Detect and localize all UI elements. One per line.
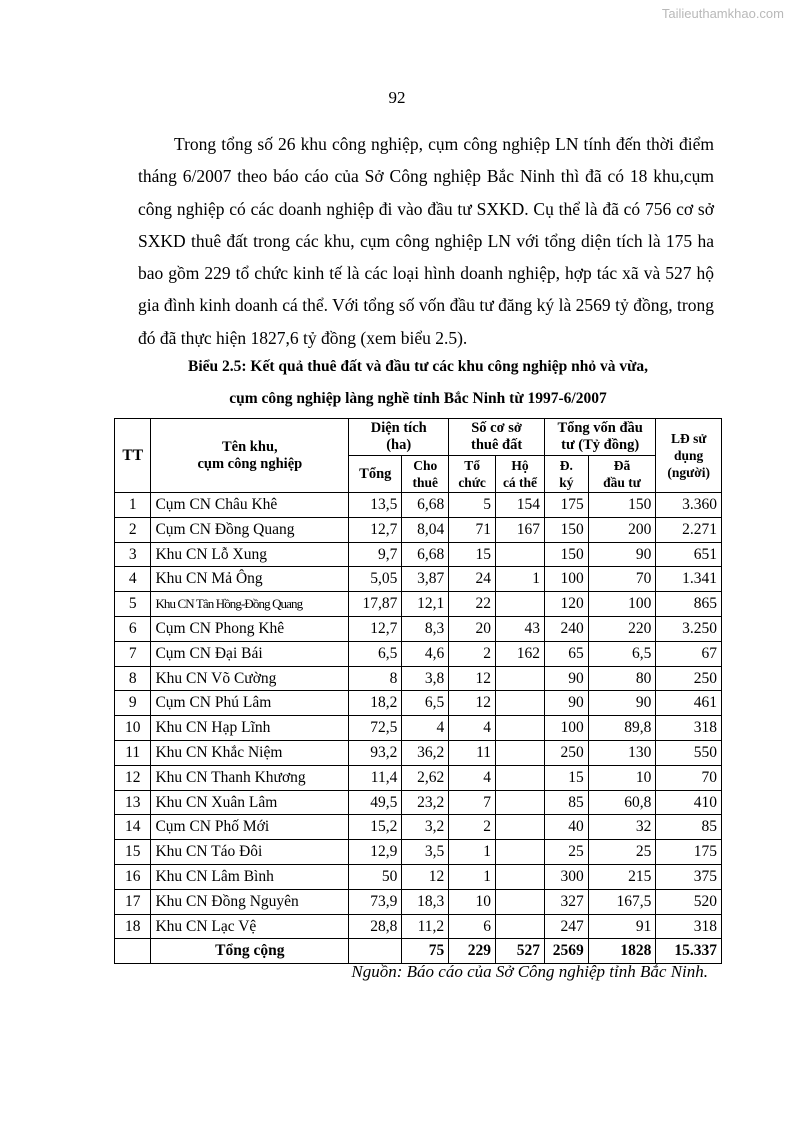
cell-household — [496, 666, 545, 691]
cell-name: Cụm CN Phong Khê — [151, 616, 349, 641]
cell-rent: 6,68 — [402, 542, 449, 567]
header-labor — [656, 419, 722, 493]
header-area-total: Tổng — [349, 456, 402, 493]
cell-tt: 1 — [115, 493, 151, 518]
table-row — [115, 691, 722, 716]
header-capital — [544, 419, 655, 456]
cell-labor: 318 — [656, 914, 722, 939]
cell-invested: 6,5 — [588, 641, 656, 666]
cell-org: 12 — [449, 691, 496, 716]
header-household-line-1: Hộ — [511, 458, 529, 473]
cell-rent: 23,2 — [402, 790, 449, 815]
header-invested-line-2: đầu tư — [603, 475, 641, 490]
cell-area: 50 — [349, 864, 402, 889]
table-row — [115, 914, 722, 939]
cell-name: Khu CN Xuân Lâm — [151, 790, 349, 815]
total-rent: 75 — [402, 939, 449, 964]
table-caption-line-2: cụm công nghiệp làng nghề tỉnh Bắc Ninh từ 1997-6/2007 — [229, 390, 607, 407]
cell-org: 15 — [449, 542, 496, 567]
header-invested — [588, 456, 656, 493]
cell-org: 11 — [449, 740, 496, 765]
cell-labor: 550 — [656, 740, 722, 765]
cell-rent: 6,5 — [402, 691, 449, 716]
cell-name: Khu CN Khắc Niệm — [151, 740, 349, 765]
cell-registered: 25 — [544, 840, 588, 865]
header-tt: TT — [115, 419, 151, 493]
cell-name: Khu CN Đồng Nguyên — [151, 889, 349, 914]
cell-area: 28,8 — [349, 914, 402, 939]
cell-org: 1 — [449, 840, 496, 865]
header-capital-line-1: Tổng vốn đầu — [557, 420, 643, 436]
cell-registered: 100 — [544, 716, 588, 741]
cell-tt: 13 — [115, 790, 151, 815]
cell-household — [496, 691, 545, 716]
cell-registered: 65 — [544, 641, 588, 666]
cell-tt: 7 — [115, 641, 151, 666]
cell-labor: 318 — [656, 716, 722, 741]
cell-org: 4 — [449, 765, 496, 790]
header-org — [449, 456, 496, 493]
cell-household — [496, 765, 545, 790]
header-area-rent — [402, 456, 449, 493]
cell-labor: 85 — [656, 815, 722, 840]
cell-labor: 651 — [656, 542, 722, 567]
cell-household: 154 — [496, 493, 545, 518]
cell-rent: 2,62 — [402, 765, 449, 790]
cell-registered: 150 — [544, 517, 588, 542]
cell-labor: 375 — [656, 864, 722, 889]
header-registered-line-2: ký — [559, 475, 574, 490]
cell-labor: 2.271 — [656, 517, 722, 542]
table-row — [115, 716, 722, 741]
cell-household — [496, 790, 545, 815]
header-units — [449, 419, 545, 456]
header-units-line-1: Số cơ sở — [471, 420, 522, 436]
cell-household — [496, 592, 545, 617]
cell-invested: 200 — [588, 517, 656, 542]
cell-area: 49,5 — [349, 790, 402, 815]
cell-rent: 12,1 — [402, 592, 449, 617]
header-name — [151, 419, 349, 493]
cell-area: 6,5 — [349, 641, 402, 666]
cell-invested: 91 — [588, 914, 656, 939]
cell-tt: 9 — [115, 691, 151, 716]
cell-area: 12,7 — [349, 517, 402, 542]
cell-labor: 461 — [656, 691, 722, 716]
cell-name: Cụm CN Phố Mới — [151, 815, 349, 840]
cell-org: 6 — [449, 914, 496, 939]
total-household: 527 — [496, 939, 545, 964]
cell-labor: 520 — [656, 889, 722, 914]
cell-rent: 4,6 — [402, 641, 449, 666]
cell-area: 9,7 — [349, 542, 402, 567]
cell-rent: 8,3 — [402, 616, 449, 641]
table-header-row-1 — [115, 419, 722, 456]
cell-rent: 3,2 — [402, 815, 449, 840]
cell-registered: 240 — [544, 616, 588, 641]
cell-registered: 300 — [544, 864, 588, 889]
cell-org: 7 — [449, 790, 496, 815]
cell-invested: 25 — [588, 840, 656, 865]
cell-household — [496, 914, 545, 939]
cell-name: Khu CN Mả Ông — [151, 567, 349, 592]
table-row — [115, 864, 722, 889]
cell-invested: 215 — [588, 864, 656, 889]
total-label: Tổng cộng — [151, 939, 349, 964]
cell-household — [496, 542, 545, 567]
table-row — [115, 740, 722, 765]
cell-registered: 327 — [544, 889, 588, 914]
header-name-line-1: Tên khu, — [222, 438, 278, 455]
header-area-line-2: (ha) — [386, 437, 412, 453]
cell-name: Khu CN Lỗ Xung — [151, 542, 349, 567]
cell-tt: 18 — [115, 914, 151, 939]
cell-invested: 32 — [588, 815, 656, 840]
total-tt — [115, 939, 151, 964]
header-registered — [544, 456, 588, 493]
header-area-rent-line-2: thuê — [412, 475, 439, 490]
header-household — [496, 456, 545, 493]
table-row — [115, 493, 722, 518]
cell-invested: 89,8 — [588, 716, 656, 741]
header-household-line-2: cá thể — [502, 475, 538, 490]
cell-tt: 15 — [115, 840, 151, 865]
cell-tt: 16 — [115, 864, 151, 889]
header-registered-line-1: Đ. — [559, 458, 573, 473]
table-row — [115, 542, 722, 567]
cell-name: Khu CN Hạp Lĩnh — [151, 716, 349, 741]
cell-area: 8 — [349, 666, 402, 691]
header-labor-line-2: dụng — [674, 448, 704, 463]
cell-labor: 70 — [656, 765, 722, 790]
cell-org: 22 — [449, 592, 496, 617]
cell-household — [496, 864, 545, 889]
cell-invested: 80 — [588, 666, 656, 691]
cell-rent: 12 — [402, 864, 449, 889]
cell-registered: 40 — [544, 815, 588, 840]
table-row — [115, 840, 722, 865]
cell-rent: 6,68 — [402, 493, 449, 518]
cell-invested: 90 — [588, 691, 656, 716]
cell-registered: 175 — [544, 493, 588, 518]
cell-name: Khu CN Tân Hồng-Đồng Quang — [151, 592, 349, 617]
cell-tt: 8 — [115, 666, 151, 691]
watermark: Tailieuthamkhao.com — [661, 6, 784, 21]
cell-household: 1 — [496, 567, 545, 592]
cell-registered: 247 — [544, 914, 588, 939]
cell-area: 13,5 — [349, 493, 402, 518]
cell-name: Cụm CN Châu Khê — [151, 493, 349, 518]
cell-area: 12,7 — [349, 616, 402, 641]
cell-tt: 4 — [115, 567, 151, 592]
page-number: 92 — [388, 88, 406, 107]
cell-area: 17,87 — [349, 592, 402, 617]
cell-name: Khu CN Võ Cường — [151, 666, 349, 691]
header-org-line-2: chức — [458, 475, 486, 490]
cell-tt: 3 — [115, 542, 151, 567]
cell-org: 71 — [449, 517, 496, 542]
cell-labor: 67 — [656, 641, 722, 666]
header-labor-line-3: (người) — [667, 465, 710, 480]
cell-invested: 130 — [588, 740, 656, 765]
cell-org: 20 — [449, 616, 496, 641]
table-caption-line-1: Biểu 2.5: Kết quả thuê đất và đầu tư các khu công nghiệp nhỏ và vừa, — [188, 358, 648, 375]
body-paragraph: Trong tổng số 26 khu công nghiệp, cụm công nghiệp LN tính đến thời điểm tháng 6/2007 theo báo cáo của Sở Công nghiệp Bắc Ninh thì đã có 18 khu,cụm công nghiệp có các doanh nghiệp đi vào đầu tư SXKD. Cụ thể là đã có 756 cơ sở SXKD thuê đất trong các khu, cụm công nghiệp LN với tổng diện tích là 175 ha bao gồm 229 tổ chức kinh tế là các loại hình doanh nghiệp, hợp tác xã và 527 hộ gia đình kinh doanh cá thể. Với tổng số vốn đầu tư đăng ký là 2569 tỷ đồng, trong đó đã thực hiện 1827,6 tỷ đồng (xem biểu 2.5). — [138, 134, 714, 348]
cell-area: 93,2 — [349, 740, 402, 765]
cell-invested: 90 — [588, 542, 656, 567]
cell-labor: 1.341 — [656, 567, 722, 592]
cell-rent: 3,87 — [402, 567, 449, 592]
results-table — [114, 418, 722, 964]
cell-name: Cụm CN Đồng Quang — [151, 517, 349, 542]
table-row — [115, 567, 722, 592]
cell-area: 5,05 — [349, 567, 402, 592]
table-body — [115, 493, 722, 939]
total-org: 229 — [449, 939, 496, 964]
cell-rent: 4 — [402, 716, 449, 741]
cell-household — [496, 840, 545, 865]
cell-invested: 10 — [588, 765, 656, 790]
header-area-line-1: Diện tích — [370, 420, 427, 436]
cell-household: 162 — [496, 641, 545, 666]
header-capital-line-2: tư (Tỷ đồng) — [561, 437, 640, 453]
cell-tt: 6 — [115, 616, 151, 641]
header-area — [349, 419, 449, 456]
cell-invested: 167,5 — [588, 889, 656, 914]
table-row — [115, 889, 722, 914]
cell-org: 5 — [449, 493, 496, 518]
cell-invested: 220 — [588, 616, 656, 641]
cell-household: 43 — [496, 616, 545, 641]
cell-org: 1 — [449, 864, 496, 889]
cell-labor: 250 — [656, 666, 722, 691]
header-units-line-2: thuê đất — [470, 437, 523, 453]
source-note: Nguồn: Báo cáo của Sở Công nghiệp tỉnh Bắc Ninh. — [351, 962, 708, 981]
cell-labor: 410 — [656, 790, 722, 815]
cell-name: Khu CN Lâm Bình — [151, 864, 349, 889]
cell-name: Khu CN Lạc Vệ — [151, 914, 349, 939]
cell-rent: 11,2 — [402, 914, 449, 939]
cell-org: 2 — [449, 815, 496, 840]
cell-name: Cụm CN Phú Lâm — [151, 691, 349, 716]
cell-org: 24 — [449, 567, 496, 592]
cell-area: 72,5 — [349, 716, 402, 741]
table-row — [115, 641, 722, 666]
cell-registered: 250 — [544, 740, 588, 765]
cell-registered: 100 — [544, 567, 588, 592]
cell-invested: 60,8 — [588, 790, 656, 815]
cell-area: 73,9 — [349, 889, 402, 914]
cell-invested: 150 — [588, 493, 656, 518]
cell-registered: 85 — [544, 790, 588, 815]
total-registered: 2569 — [544, 939, 588, 964]
total-row — [115, 939, 722, 964]
header-invested-line-1: Đã — [613, 458, 631, 473]
cell-household — [496, 889, 545, 914]
cell-labor: 175 — [656, 840, 722, 865]
table-row — [115, 517, 722, 542]
cell-household: 167 — [496, 517, 545, 542]
cell-tt: 2 — [115, 517, 151, 542]
cell-labor: 3.360 — [656, 493, 722, 518]
cell-area: 18,2 — [349, 691, 402, 716]
table-row — [115, 790, 722, 815]
cell-registered: 90 — [544, 666, 588, 691]
cell-name: Cụm CN Đại Bái — [151, 641, 349, 666]
cell-registered: 15 — [544, 765, 588, 790]
cell-rent: 3,5 — [402, 840, 449, 865]
cell-name: Khu CN Táo Đôi — [151, 840, 349, 865]
cell-name: Khu CN Thanh Khương — [151, 765, 349, 790]
cell-registered: 150 — [544, 542, 588, 567]
header-labor-line-1: LĐ sử — [670, 431, 707, 446]
cell-tt: 10 — [115, 716, 151, 741]
cell-household — [496, 740, 545, 765]
total-area — [349, 939, 402, 964]
cell-labor: 865 — [656, 592, 722, 617]
cell-rent: 18,3 — [402, 889, 449, 914]
header-name-line-2: cụm công nghiệp — [197, 455, 303, 472]
cell-org: 10 — [449, 889, 496, 914]
cell-household — [496, 716, 545, 741]
cell-rent: 3,8 — [402, 666, 449, 691]
cell-tt: 11 — [115, 740, 151, 765]
cell-invested: 70 — [588, 567, 656, 592]
table-row — [115, 765, 722, 790]
cell-area: 11,4 — [349, 765, 402, 790]
table-row — [115, 616, 722, 641]
header-area-rent-line-1: Cho — [413, 458, 438, 473]
cell-labor: 3.250 — [656, 616, 722, 641]
cell-registered: 90 — [544, 691, 588, 716]
cell-tt: 5 — [115, 592, 151, 617]
table-row — [115, 592, 722, 617]
cell-tt: 17 — [115, 889, 151, 914]
cell-registered: 120 — [544, 592, 588, 617]
total-labor: 15.337 — [656, 939, 722, 964]
cell-household — [496, 815, 545, 840]
cell-org: 2 — [449, 641, 496, 666]
header-org-line-1: Tổ — [464, 458, 480, 473]
cell-org: 12 — [449, 666, 496, 691]
total-invested: 1828 — [588, 939, 656, 964]
table-row — [115, 815, 722, 840]
cell-invested: 100 — [588, 592, 656, 617]
cell-area: 15,2 — [349, 815, 402, 840]
cell-rent: 36,2 — [402, 740, 449, 765]
cell-org: 4 — [449, 716, 496, 741]
table-row — [115, 666, 722, 691]
cell-rent: 8,04 — [402, 517, 449, 542]
cell-tt: 14 — [115, 815, 151, 840]
cell-area: 12,9 — [349, 840, 402, 865]
cell-tt: 12 — [115, 765, 151, 790]
